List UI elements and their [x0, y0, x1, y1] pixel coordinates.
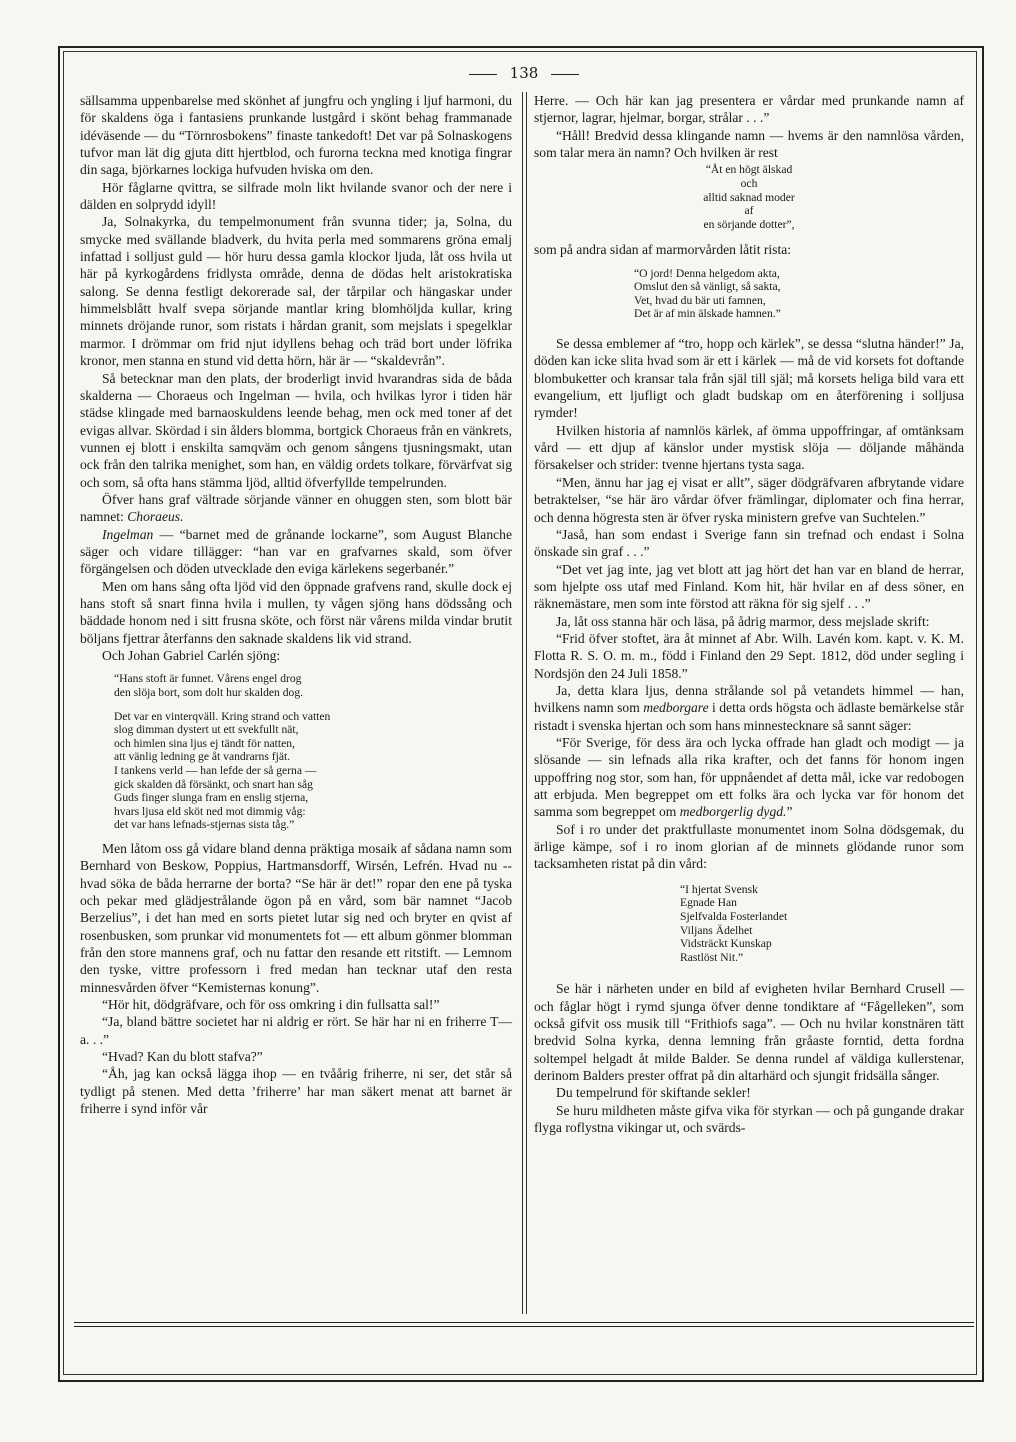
paragraph [80, 526, 512, 578]
left-column [80, 92, 512, 1117]
paragraph: “Håll! Bredvid dessa klingande namn — hvems är den namnlösa vården, som talar mera än namn? Och hvilken är rest [534, 127, 964, 161]
poem-line: och himlen sina ljus ej tändt för natten, [114, 736, 295, 750]
epitaph-line: Rastlöst Nit.” [680, 950, 744, 964]
epitaph-line: och [740, 176, 758, 190]
paragraph-text: ” [786, 804, 793, 820]
paragraph-text: i detta ords högsta och ädlaste bemärkelse står ristadt i svenska hjertan och som hans minnestecknare så sannt säger: [534, 700, 964, 733]
epitaph-line: af [744, 204, 754, 218]
epitaph-line: “I hjertat Svensk [680, 882, 758, 896]
italic-medborgare: medborgare [643, 700, 709, 716]
epitaph-daughter [534, 163, 964, 231]
column-divider [522, 92, 523, 1314]
italic-name-ingelman: Ingelman [102, 526, 154, 542]
poem-carlen [114, 672, 512, 832]
paragraph: Hör fåglarne qvittra, se silfrade moln likt hvilande svanor och der nere i dälden en solprydd idyll! [80, 179, 512, 213]
page-number: 138 [509, 64, 539, 82]
poem-line: slog dimman dystert ut ett svekfullt nät, [114, 723, 299, 737]
poem-line: Guds finger slunga fram en enslig stjerna, [114, 791, 309, 805]
italic-medborgerlig-dygd: medborgerlig dygd. [679, 804, 787, 820]
paragraph [80, 491, 512, 526]
poem-line: Vet, hvad du bär uti famnen, [634, 293, 766, 307]
paragraph: Se huru mildheten måste gifva vika för styrkan — och på gungande drakar flyga roflystna vikingar ut, och svärds- [534, 1102, 964, 1136]
page-header [74, 64, 974, 82]
paragraph: Så betecknar man den plats, der broderligt invid hvarandras sida de båda skalderna — Choraeus och Ingelman — hvila, och hvilkas lyror i tiden här städse klingade med barnaoskuldens leende behag, men ock med toner af det evigas allvar. Skördad i sin ålders blomma, bortgick Choraeus från en vänkrets, vunnen ej blott i enskilta samqväm och genom sångens tjusningsmakt, utan ock från den talrika menighet, som han, en väldig ordets tolkare, förvärfvat sig och som, så ofta hans stämma ljöd, alltid öfverfyllde tempelrunden. [80, 370, 512, 490]
poem-line: hvars ljusa eld sköt ned mot dimmig våg: [114, 804, 306, 818]
epitaph-line: “Åt en högt älskad [705, 163, 793, 177]
poem-line: I tankens verld — han lefde der så gerna — [114, 763, 317, 777]
poem-line: Omslut den så vänligt, så sakta, [634, 280, 781, 294]
paragraph: som på andra sidan af marmorvården låtit rista: [534, 242, 792, 258]
paragraph: Och Johan Gabriel Carlén sjöng: [102, 648, 281, 663]
right-column [534, 92, 964, 1136]
paragraph-text: Ja, detta klara ljus, denna strålande sol på vetandets himmel — han, hvilkens namn som [534, 682, 964, 716]
stanza-gap [114, 700, 512, 710]
epitaph-line: Egnade Han [680, 896, 737, 910]
paragraph: Sof i ro under det praktfullaste monumentet inom Solna dödsgemak, du ärlige kämpe, sof i ro inom glorian af de minnets glödande runor som tacksamheten ristat på din vård: [534, 821, 964, 872]
poem-o-jord [634, 267, 964, 321]
paragraph: “Hör hit, dödgräfvare, och för oss omkring i din fullsatta sal!” [102, 996, 440, 1012]
paragraph: Men om hans sång ofta ljöd vid den öppnade grafvens rand, skulle dock ej hans stoft så snart finna hvila i mullen, ty vågen sjöng hans dödssång och bäddade honom ned i sitt frusna sköte, och först när vårens milda vindar brutit böljans fjettrar återfanns den saknade skaldens lik vid strand. [80, 578, 512, 646]
paragraph: “Jaså, han som endast i Sverige fann sin trefnad och endast i Solna önskade sin graf . . .” [534, 526, 964, 560]
paragraph-text: — “barnet med de grånande lockarne”, som August Blanche säger och vidare tillägger: “han var en grafvarnes skald, som öfver förgängelsen och döden utvecklade den eviga kärlekens segerbanér.” [80, 526, 512, 577]
paragraph: Du tempelrund för skiftande sekler! [556, 1085, 751, 1101]
paragraph: Ja, låt oss stanna här och läsa, på ådrig marmor, dess mejslade skrift: [556, 613, 930, 629]
epitaph-line: Viljans Ädelhet [680, 923, 753, 937]
paragraph: Herre. — Och här kan jag presentera er vårdar med prunkande namn af stjernor, lagrar, hjelmar, borgar, strålar . . .” [534, 93, 964, 126]
paragraph: “Frid öfver stoftet, ära åt minnet af Abr. Wilh. Lavén kom. kapt. v. K. M. Flotta R. S. O. m. m., född i Finland den 29 Sept. 1812, död under segling i Nordsjön den 24 Juli 1858.” [534, 630, 964, 681]
paragraph: Men låtom oss gå vidare bland denna präktiga mosaik af sådana namn som Bernhard von Beskow, Poppius, Hartmansdorff, Wirsén, Lefrén. Hvad nu -- hvad söka de båda herrarne der borta? “Se här är det!” ropar den ene på tyska och pekar med glädjestrålande ögon på en vård, som bär namnet “Jacob Berzelius”, i det han med en sorts pietet lutar sig ned och bryter en qvist af rosenbusken, som prunkar vid monumentets fot — ett album gönmer blomman från den store mannens graf, och nu fattar den resande ett ritstift. — Lemnom den tyske, vittre professorn i fred medan han tecknar utaf den resta minnesvården öfver “Kemisternas konung”. [80, 840, 512, 995]
paragraph: Ja, Solnakyrka, du tempelmonument från svunna tider; ja, Solna, du smycke med svällande bladverk, du hvita perla med sommarens gröna emalj infattad i solljust guld — hör huru dessa gamla klockor ljuda, låt oss hvila ut här på kyrkogårdens fridlysta område, denna de dödas helt aristokratiska salong. Se denna festligt dekorerade sal, der tårpilar och hängaskar under himmelsblått hvalf svepa sörjande mantlar kring blomhöljda kullar, kring minnets dröjande runor, som ristats i hårdan granit, som mejslats i spegelklar marmor. I drömmar om frid njut idyllens behag och träd bort under löfrika kronor, men stanna en stund vid detta hörn, här är — “skaldevrån”. [80, 214, 512, 369]
paragraph: Se dessa emblemer af “tro, hopp och kärlek”, se dessa “slutna händer!” Ja, döden kan icke slita hvad som är ett i kärlek — må de vid korsets fot doftande blombuketter och kransar tala från själ till själ; må korsets heliga bild vara ett evangelium, ett ljufligt och gladt budskap om en återförening i solljusa rymder! [534, 336, 964, 421]
paragraph: Se här i närheten under en bild af evigheten hvilar Bernhard Crusell — och fåglar högt i rymd sjunga öfver denne tondiktare af “Fågelleken”, som också gifvit oss musik till “Frithiofs saga”. — Och nu hvilar konstnären tätt bredvid Solna kyrka, denna lemning från gråaste forntid, detta fordna soltempel helgadt åt milde Balder. Se denna rundel af väldiga kullerstenar, derinom Balders prester offrat på din altarhärd och sjungit fridsälla sånger. [534, 981, 964, 1083]
header-dash-left [469, 74, 497, 75]
poem-line: gick skalden då försänkt, och snart han såg [114, 777, 313, 791]
paragraph-text: “För Sverige, för dess ära och lycka offrade han gladt och modigt — ja slösande — sin lefnads alla rika krafter, och det fanns för honom ingen uppoffring nog stor, som han, för uppnåendet af detta mål, icke var redobogen att erbjuda. Men begreppet om ett folks ära och lycka var för honom det samma som begreppet om [534, 734, 964, 820]
bottom-rule-second [74, 1326, 974, 1327]
poem-line: Det är af min älskade hamnen.” [634, 307, 781, 321]
paragraph: “Ja, bland bättre societet har ni aldrig er rört. Se här har ni en friherre T—a. . .” [80, 1014, 512, 1047]
paragraph [534, 734, 964, 821]
paragraph: “Hvad? Kan du blott stafva?” [102, 1049, 263, 1064]
poem-line: den slöja bort, som dolt hur skalden dog. [114, 685, 304, 699]
bottom-rule [74, 1322, 974, 1323]
poem-line: “Hans stoft är funnet. Vårens engel drog [114, 672, 302, 686]
poem-line: Det var en vinterqväll. Kring strand och vatten [114, 709, 331, 723]
epitaph-line: Vidsträckt Kunskap [680, 937, 772, 951]
paragraph: sällsamma uppenbarelse med skönhet af jungfru och yngling i ljuf harmoni, du för skaldens öga i fantasiens prunkande lustgård i skönt behag frammanade idéväsende — du “Törnrosbokens” finaste tankedoft! Det var på Solnaskogens tufvor man lät dig gjuta ditt hjertblod, och furorna teckna med knotiga fingrar din saga, björkarnes lockiga hufvuden hviska om den. [80, 93, 512, 178]
paragraph [534, 682, 964, 734]
header-dash-right [551, 74, 579, 75]
epitaph-line: en sörjande dotter”, [703, 217, 795, 231]
paragraph: “Men, ännu har jag ej visat er allt”, säger dödgräfvaren afbrytande vidare betraktelser, “se här äro vårdar öfver främlingar, diplomater och fina herrar, och denna högresta sten är öfver ryska ministern grefve van Suchtelen.” [534, 474, 964, 525]
epitaph-line: Sjelfvalda Fosterlandet [680, 909, 788, 923]
epitaph-inscription [680, 883, 964, 965]
poem-line: att vänlig ledning ge åt vandrarns fjät. [114, 750, 291, 764]
poem-line: “O jord! Denna helgedom akta, [634, 266, 780, 280]
column-divider-second [526, 92, 527, 1314]
epitaph-line: alltid saknad moder [703, 190, 795, 204]
paragraph-text: Öfver hans graf vältrade sörjande vänner en ohuggen sten, som blott bär namnet: [80, 491, 512, 525]
paragraph: “Åh, jag kan också lägga ihop — en tvåårig friherre, ni ser, det står så tydligt på stenen. Med detta ’friherre’ har man säkert menat att barnet är friherre i synd inför vår [80, 1066, 512, 1117]
italic-name-choraeus: Choraeus. [127, 509, 184, 525]
paragraph: “Det vet jag inte, jag vet blott att jag hört det han var en bland de herrar, som hjelpte oss utaf med Finland. Kom hit, här hvilar en af dess söner, en räknemästare, men som inte förstod att räkna för sig sjelf . . .” [534, 561, 964, 612]
paragraph: Hvilken historia af namnlös kärlek, af ömma uppoffringar, af omtänksam vård — ett djup af känslor under mystisk slöja — döljande måhända försakelser och strider: tvenne hjertans tysta saga. [534, 422, 964, 473]
poem-line: det var hans lefnads-stjernas sista tåg.” [114, 818, 295, 832]
